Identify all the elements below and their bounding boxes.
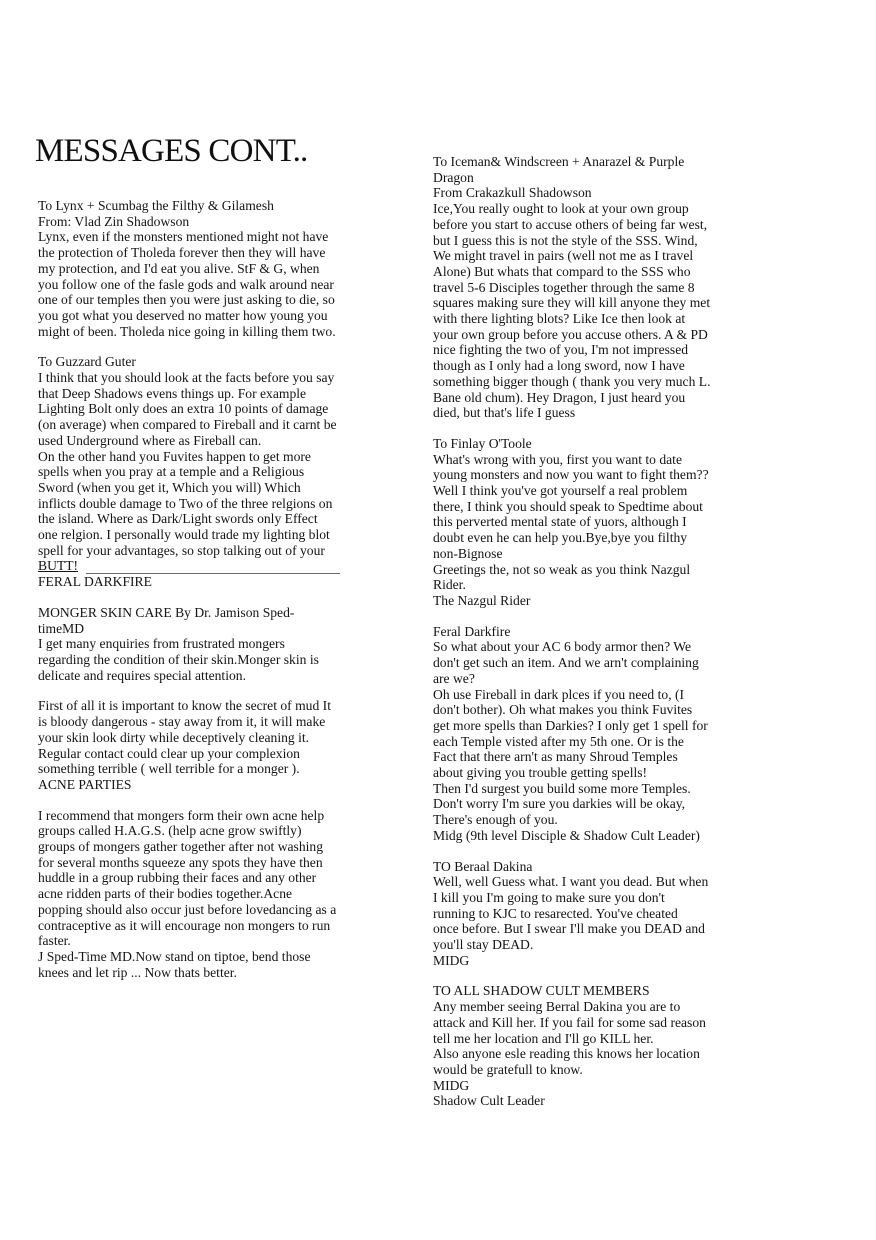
message-line: would be gratefull to know. xyxy=(433,1061,583,1077)
message-finlay-otoole xyxy=(433,436,781,609)
message-line: Oh use Fireball in dark plces if you need to, (I xyxy=(433,686,685,702)
article-line: I recommend that mongers form their own acne help xyxy=(38,807,325,823)
message-line: get more spells than Darkies? I only get 1 spell for xyxy=(433,717,708,733)
spacer xyxy=(433,968,781,983)
message-line: that Deep Shadows evens things up. For example xyxy=(38,385,307,401)
message-lynx-scumbag-gilamesh xyxy=(38,198,410,339)
article-line: faster. xyxy=(38,933,71,949)
article-heading: MONGER SKIN CARE By Dr. Jamison Sped- xyxy=(38,604,295,620)
spacer xyxy=(433,609,781,624)
message-shadow-cult-members xyxy=(433,983,781,1109)
article-acne-parties xyxy=(38,808,410,981)
message-line: Then I'd surgest you build some more Temples. xyxy=(433,780,691,796)
article-line: contraceptive as it will encourage non mongers to run xyxy=(38,917,331,933)
message-signature: FERAL DARKFIRE xyxy=(38,574,410,590)
message-line: spells when you pray at a temple and a Religious xyxy=(38,464,305,480)
message-line: Greetings the, not so weak as you think Nazgul xyxy=(433,561,691,577)
message-line: travel 5-6 Disciples together through the same 8 xyxy=(433,279,695,295)
spacer xyxy=(38,793,410,808)
message-line: something bigger though ( thank you very much L. xyxy=(433,373,711,389)
message-line: attack and Kill her. If you fail for some sad reason xyxy=(433,1014,706,1030)
message-line: don't bother). Oh what makes you think Fuvites xyxy=(433,702,693,718)
message-line: one of our temples then you were just asking to die, so xyxy=(38,292,335,308)
message-line: I think that you should look at the facts before you say xyxy=(38,370,335,386)
message-line: MIDG xyxy=(433,952,470,968)
message-line: I kill you I'm going to make sure you don't xyxy=(433,889,665,905)
message-line: From Crakazkull Shadowson xyxy=(433,185,592,201)
message-line: Rider. xyxy=(433,577,466,593)
message-line: non-Bignose xyxy=(433,545,503,561)
message-line: you got what you deserved no matter how young you xyxy=(38,307,328,323)
message-line: inflicts double damage to Two of the three relgions on xyxy=(38,495,333,511)
article-mud-section xyxy=(38,698,410,792)
article-line: knees and let rip ... Now thats better. xyxy=(38,964,237,980)
message-line: with there lighting blots? Like Ice then look at xyxy=(433,311,686,327)
message-line: BUTT! xyxy=(38,558,79,574)
article-monger-skin-care-intro xyxy=(38,605,410,684)
article-line: something terrible ( well terrible for a monger ). xyxy=(38,761,300,777)
message-line: might of been. Tholeda nice going in killing them two. xyxy=(38,323,336,339)
message-line: Well, well Guess what. I want you dead. But when xyxy=(433,874,709,890)
article-line: acne ridden parts of their bodies together.Acne xyxy=(38,886,293,902)
message-line: used Underground where as Fireball can. xyxy=(38,432,262,448)
message-line: young monsters and now you want to fight them?? xyxy=(433,467,709,483)
message-line: there, I think you should speak to Spedtime about xyxy=(433,498,703,514)
message-line: once before. But I swear I'll make you DEAD and xyxy=(433,921,705,937)
message-line: Don't worry I'm sure you darkies will be okay, xyxy=(433,796,686,812)
message-line: this perverted mental state of yuors, although I xyxy=(433,514,687,530)
message-line: about giving you trouble getting spells! xyxy=(433,765,648,781)
message-line: spell for your advantages, so stop talking out of your xyxy=(38,542,325,558)
message-line: There's enough of you. xyxy=(433,812,558,828)
message-line: though as I only had a long sword, now I have xyxy=(433,358,685,374)
article-subheading: ACNE PARTIES xyxy=(38,776,132,792)
message-line: TO ALL SHADOW CULT MEMBERS xyxy=(433,983,650,999)
article-line: huddle in a group rubbing their faces and any other xyxy=(38,870,317,886)
message-feral-darkfire xyxy=(433,624,781,844)
article-line: I get many enquiries from frustrated mongers xyxy=(38,636,285,652)
message-line: tell me her location and I'll go KILL her. xyxy=(433,1030,654,1046)
article-line: for several months squeeze any spots they have then xyxy=(38,854,323,870)
message-line: one relgion. I personally would trade my lighting blot xyxy=(38,527,330,543)
message-line: Midg (9th level Disciple & Shadow Cult Leader) xyxy=(433,827,700,843)
message-line: Dragon xyxy=(433,169,474,185)
left-column xyxy=(38,198,410,980)
message-line: What's wrong with you, first you want to date xyxy=(433,451,682,467)
message-line: Fact that there arn't as many Shroud Temples xyxy=(433,749,678,765)
article-line: Regular contact could clear up your complexion xyxy=(38,745,300,761)
message-line: Shadow Cult Leader xyxy=(433,1093,545,1109)
message-line: The Nazgul Rider xyxy=(433,592,531,608)
article-line: groups of mongers gather together after not washing xyxy=(38,839,324,855)
message-line: Bane old chum). Hey Dragon, I just heard you xyxy=(433,389,686,405)
spacer xyxy=(38,683,410,698)
article-line: is bloody dangerous - stay away from it, it will make xyxy=(38,714,326,730)
article-line: groups called H.A.G.S. (help acne grow swiftly) xyxy=(38,823,302,839)
message-line: To Finlay O'Toole xyxy=(433,435,532,451)
message-line: We might travel in pairs (well not me as I travel xyxy=(433,248,694,264)
message-line: the protection of Tholeda forever then they will have xyxy=(38,245,326,261)
message-iceman-windscreen xyxy=(433,154,781,421)
message-line: MIDG xyxy=(433,1077,470,1093)
message-line: your own group before you accuse others. A & PD xyxy=(433,326,708,342)
message-line: the island. Where as Dark/Light swords only Effect xyxy=(38,511,318,527)
article-line: your skin look dirty while deceptively cleaning it. xyxy=(38,729,310,745)
message-line: Feral Darkfire xyxy=(433,623,511,639)
article-line: First of all it is important to know the secret of mud It xyxy=(38,698,331,714)
message-line: are we? xyxy=(433,670,475,686)
message-beraal-dakina xyxy=(433,859,781,969)
message-line: (on average) when compared to Fireball and it carnt be xyxy=(38,417,337,433)
message-line: To Iceman& Windscreen + Anarazel & Purple xyxy=(433,154,685,169)
message-line: my protection, and I'd eat you alive. StF & G, when xyxy=(38,260,320,276)
message-line: On the other hand you Fuvites happen to get more xyxy=(38,448,311,464)
message-line: died, but that's life I guess xyxy=(433,405,576,421)
message-line: To Guzzard Guter xyxy=(38,354,136,370)
message-line: Also anyone esle reading this knows her location xyxy=(433,1046,700,1062)
spacer xyxy=(38,590,410,605)
article-line: regarding the condition of their skin.Monger skin is xyxy=(38,651,319,667)
message-line: Lynx, even if the monsters mentioned might not have xyxy=(38,229,329,245)
message-line: Well I think you've got yourself a real problem xyxy=(433,483,688,499)
message-line: before you start to accuse others of being far west, xyxy=(433,216,708,232)
message-line: From: Vlad Zin Shadowson xyxy=(38,213,190,229)
spacer xyxy=(433,844,781,859)
page-title: MESSAGES CONT.. xyxy=(35,133,308,169)
message-line: Lighting Bolt only does an extra 10 points of damage xyxy=(38,401,329,417)
message-line: each Temple visted after my 5th one. Or is the xyxy=(433,733,684,749)
article-line: popping should also occur just before lovedancing as a xyxy=(38,901,337,917)
message-line: squares making sure they will kill anyone they met xyxy=(433,295,711,311)
message-line: running to KJC to resarected. You've cheated xyxy=(433,905,678,921)
message-line: To Lynx + Scumbag the Filthy & Gilamesh xyxy=(38,198,274,213)
message-line: Sword (when you get it, Which you will) Which xyxy=(38,479,301,495)
message-guzzard-guter xyxy=(38,354,410,590)
right-column xyxy=(433,154,781,1109)
message-line: Any member seeing Berral Dakina you are to xyxy=(433,999,681,1015)
message-line: doubt even he can help you.Bye,bye you filthy xyxy=(433,530,688,546)
article-line: delicate and requires special attention. xyxy=(38,667,246,683)
article-line: timeMD xyxy=(38,620,85,636)
message-line: TO Beraal Dakina xyxy=(433,858,533,874)
article-line: J Sped-Time MD.Now stand on tiptoe, bend those xyxy=(38,948,311,964)
message-line: Ice,You really ought to look at your own group xyxy=(433,201,689,217)
message-line: Alone) But whats that compard to the SSS who xyxy=(433,263,691,279)
spacer xyxy=(38,339,410,354)
message-line: you follow one of the fasle gods and walk around near xyxy=(38,276,334,292)
message-line: nice fighting the two of you, I'm not impressed xyxy=(433,342,689,358)
message-line: you'll stay DEAD. xyxy=(433,937,534,953)
message-line: but I guess this is not the style of the SSS. Wind, xyxy=(433,232,698,248)
message-line: So what about your AC 6 body armor then? We xyxy=(433,639,692,655)
message-line: don't get such an item. And we arn't complaining xyxy=(433,655,699,671)
spacer xyxy=(433,421,781,436)
